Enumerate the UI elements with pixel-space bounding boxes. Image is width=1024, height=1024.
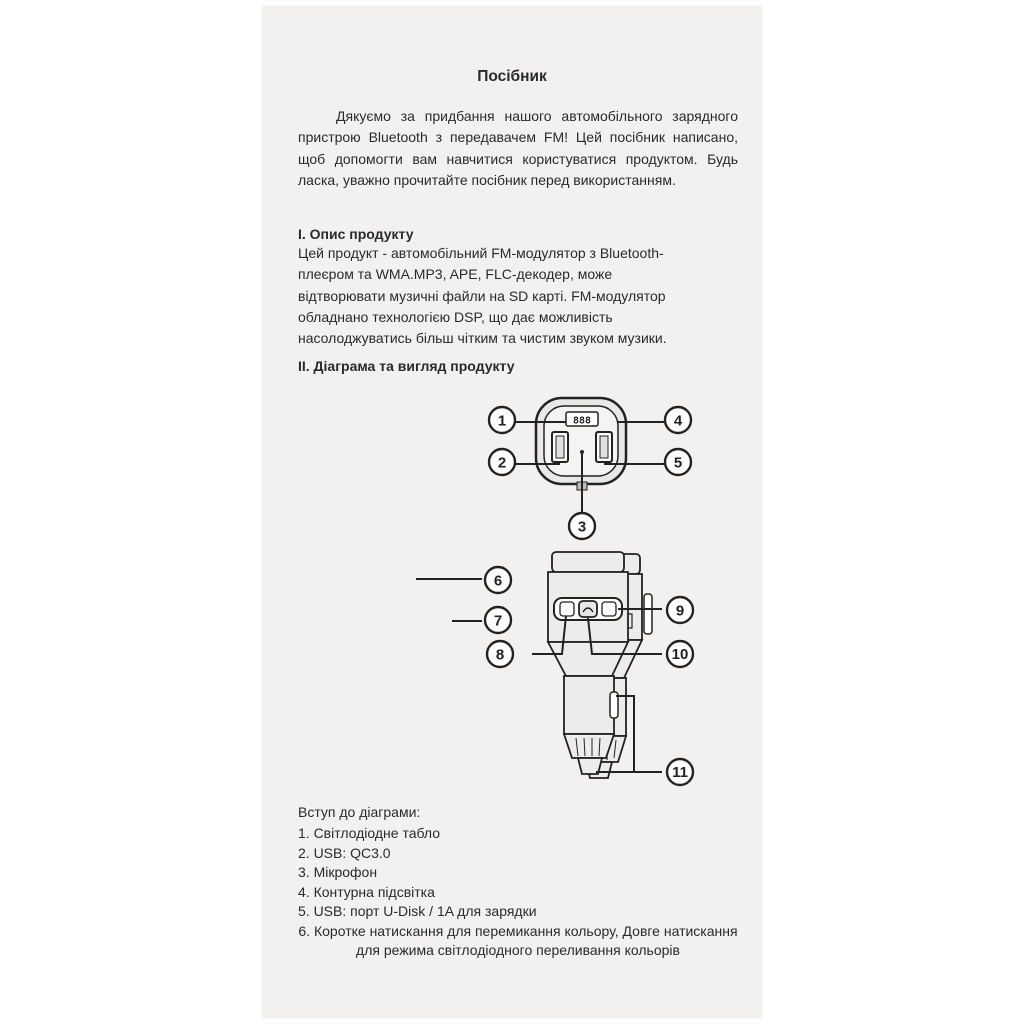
page-title: Посібник (477, 68, 547, 85)
section-1-text (298, 243, 738, 349)
svg-text:6: 6 (493, 572, 503, 590)
phone-button (579, 601, 597, 617)
svg-text:4: 4 (673, 412, 683, 430)
callout-4 (662, 404, 694, 436)
callout-8 (484, 638, 516, 670)
svg-text:2: 2 (497, 454, 507, 472)
section-2-heading: II. Діаграма та вигляд продукту (298, 358, 515, 374)
callout-7 (482, 604, 514, 636)
callout-1 (486, 404, 518, 436)
callout-5 (662, 446, 694, 478)
section-1-line: плеєром та WMA.MP3, APE, FLC-декодер, може (298, 266, 613, 283)
callout-10 (664, 638, 696, 670)
section-1-line: Цей продукт - автомобільний FM-модулятор з Bluetooth- (298, 245, 664, 261)
callout-2 (486, 446, 518, 478)
section-1-line: насолоджуватись більш чітким та чистим звуком музики. (298, 330, 667, 347)
svg-text:8: 8 (495, 646, 505, 664)
section-1-heading: I. Опис продукту (298, 226, 414, 242)
intro-paragraph: Дякуємо за придбання нашого автомобільного зарядного пристрою Bluetooth з передавачем FM! Цей посібник написано, щоб допомогти вам навчитися користуватися продуктом. Будь ласка, уважно прочитайте посібник перед використанням. (298, 108, 738, 188)
svg-text:9: 9 (675, 602, 685, 620)
legend-item: 5. USB: порт U-Disk / 1A для зарядки (298, 903, 537, 919)
svg-text:11: 11 (672, 764, 688, 781)
legend-item: 6. Коротке натискання для перемикання кольору, Довге натискання для режима світлодіодного переливання кольорів (298, 922, 738, 958)
section-1-line: обладнано технологією DSP, що дає можливість (298, 308, 613, 325)
legend-list (298, 824, 738, 961)
callout-11 (664, 756, 696, 788)
callout-9 (664, 594, 696, 626)
svg-text:1: 1 (497, 412, 507, 430)
callout-6 (482, 564, 514, 596)
svg-text:5: 5 (673, 454, 683, 472)
section-1-line: відтворювати музичні файли на SD карті. FM-модулятор (298, 287, 666, 304)
legend-item: 3. Мікрофон (298, 864, 378, 880)
display-digits: 888 (572, 415, 592, 427)
device-front-controls (532, 546, 732, 786)
legend-item: 4. Контурна підсвітка (298, 883, 435, 900)
legend-title: Вступ до діаграми: (298, 804, 421, 820)
callout-3 (566, 510, 598, 542)
legend-item: 1. Світлодіодне табло (298, 825, 441, 841)
svg-text:3: 3 (577, 518, 587, 536)
manual-page (262, 6, 762, 1018)
legend-item: 2. USB: QC3.0 (298, 844, 391, 861)
svg-text:10: 10 (671, 646, 689, 663)
svg-text:7: 7 (493, 612, 503, 630)
